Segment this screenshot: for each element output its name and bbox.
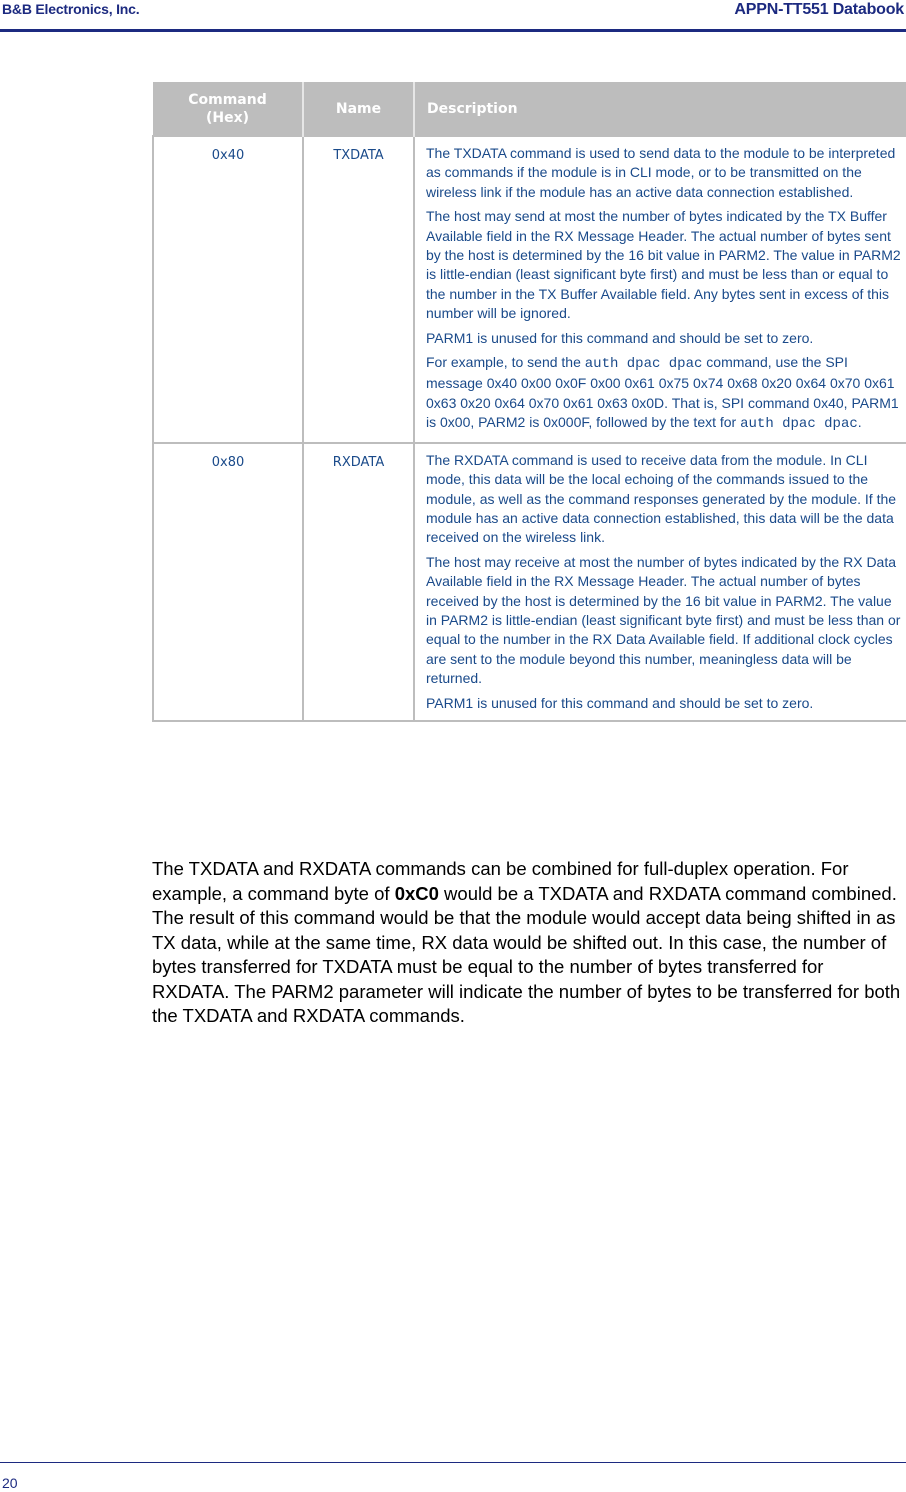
description-paragraph: The host may receive at most the number of bytes indicated by the RX Data Available field in the RX Message Header. The actual number of bytes received by the host is determined by the 16 bit value in PARM2. The value in PARM2 is little-endian (least significant byte first) and must be less than or equal to the number in the RX Data Available field. If additional clock cycles are sent to the module beyond this number, meaningless data will be returned. <box>426 553 901 687</box>
description-paragraph: The TXDATA command is used to send data to the module to be interpreted as commands if the module is in CLI mode, or to be transmitted on the wireless link if the module has an active data connection established. <box>426 145 896 200</box>
col-header-name: Name <box>303 82 414 136</box>
table-header-row <box>153 82 906 136</box>
name-cell: RXDATA <box>303 443 414 721</box>
description-paragraph: PARM1 is unused for this command and should be set to zero. <box>426 329 814 346</box>
table-row <box>153 136 906 443</box>
body-paragraph: The TXDATA and RXDATA commands can be combined for full-duplex operation. For example, a command byte of 0xC0 would be a TXDATA and RXDATA command combined. The result of this command would be that the module would accept data being shifted in as TX data, while at the same time, RX data would be shifted out. In this case, the number of bytes transferred for TXDATA must be equal to the number of bytes transferred for RXDATA. The PARM2 parameter will indicate the number of bytes to be transferred for both the TXDATA and RXDATA commands. <box>152 858 901 1026</box>
description-paragraph: The RXDATA command is used to receive data from the module. In CLI mode, this data will be the local echoing of the commands issued to the module, as well as the command responses generated by the module. If the module has an active data connection established, this data will be the data received on the wireless link. <box>426 451 897 546</box>
description-cell <box>414 136 906 443</box>
document-title: APPN-TT551 Databook <box>734 1 904 18</box>
command-cell: 0x80 <box>153 443 303 721</box>
description-paragraph: For example, to send the auth dpac dpac command, use the SPI message 0x40 0x00 0x0F 0x00 0x61 0x75 0x74 0x68 0x20 0x64 0x70 0x61 0x63 0x20 0x64 0x70 0x61 0x63 0x0D. That is, SPI command 0x40, PARM1 is 0x00, PARM2 is 0x000F, followed by the text for auth dpac dpac. <box>426 354 899 433</box>
page-number: 20 <box>2 1475 18 1491</box>
table-row <box>153 443 906 721</box>
command-cell: 0x40 <box>153 136 303 443</box>
col-header-description: Description <box>414 82 906 136</box>
code-text: auth dpac dpac <box>584 356 703 373</box>
command-table <box>152 82 906 722</box>
code-text: auth dpac dpac <box>740 416 858 433</box>
col-header-command: Command (Hex) <box>153 82 303 136</box>
name-cell: TXDATA <box>303 136 414 443</box>
description-paragraph: The host may send at most the number of bytes indicated by the TX Buffer Available field in the RX Message Header. The actual number of bytes sent by the host is determined by the 16 bit value in PARM2. The value in PARM2 is little-endian (least significant byte first) and must be less than or equal to the number in the TX Buffer Available field. Any bytes sent in excess of this number will be ignored. <box>426 208 901 322</box>
company-name: B&B Electronics, Inc. <box>2 1 140 17</box>
page-footer <box>0 1462 906 1491</box>
description-paragraph: PARM1 is unused for this command and should be set to zero. <box>426 694 814 711</box>
description-cell <box>414 443 906 721</box>
page-header <box>0 0 906 32</box>
bold-command-byte: 0xC0 <box>394 882 439 904</box>
